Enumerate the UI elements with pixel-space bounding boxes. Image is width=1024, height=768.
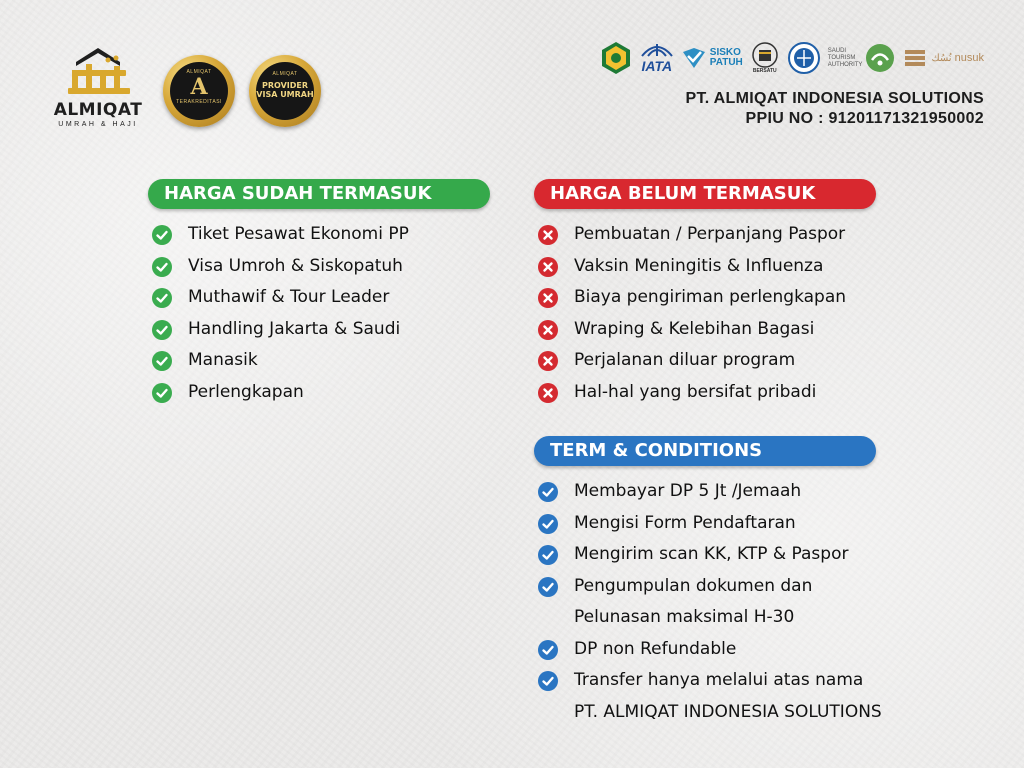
list-item-label: Tiket Pesawat Ekonomi PP (188, 224, 409, 244)
globe-icon (787, 41, 821, 75)
list-item (538, 508, 882, 540)
list-item-label: Wraping & Kelebihan Bagasi (574, 318, 815, 339)
list-item (152, 314, 409, 346)
badge-top-text: ALMIQAT (186, 69, 212, 75)
list-item-label: Pembuatan / Perpanjang Paspor (574, 224, 846, 244)
list-item-label: Perjalanan diluar program (574, 350, 796, 370)
list-item-label: Vaksin Meningitis & Influenza (574, 255, 824, 276)
list-item (152, 282, 409, 314)
x-circle-icon (538, 320, 558, 340)
list-item-label: Manasik (188, 350, 258, 370)
list-item-label: Membayar DP 5 Jt /Jemaah (574, 481, 802, 501)
iata-text: IATA (641, 58, 673, 74)
list-item-label: Mengirim scan KK, KTP & Paspor (574, 544, 849, 564)
sta-line2: TOURISM (827, 54, 856, 61)
sta-line3: AUTHORITY (827, 61, 863, 68)
x-circle-icon (538, 225, 558, 245)
nusuk-text: nusuk (954, 52, 984, 64)
x-circle-icon (538, 257, 558, 277)
excluded-list (538, 219, 846, 408)
list-item (538, 314, 846, 346)
almiqat-logo-icon (58, 46, 138, 98)
list-item (538, 282, 846, 314)
x-circle-icon (538, 351, 558, 371)
list-item-continuation (538, 697, 882, 729)
company-info (686, 89, 985, 129)
brand-name: ALMIQAT (53, 100, 143, 120)
list-item (538, 219, 846, 251)
badge-letter: A (190, 74, 208, 100)
check-circle-icon (152, 320, 172, 340)
badge-provider-line1: PROVIDER (261, 81, 309, 90)
x-circle-icon (538, 288, 558, 308)
brand-tagline: UMRAH & HAJI (58, 121, 138, 128)
list-item-label: Visa Umroh & Siskopatuh (188, 255, 403, 276)
check-circle-icon (538, 545, 558, 565)
globe-lines-icon (640, 42, 674, 58)
nusuk-arabic: نُسُك (931, 53, 952, 64)
excluded-header: HARGA BELUM TERMASUK (534, 179, 876, 209)
bersatu-logo (750, 42, 780, 74)
check-circle-icon (152, 257, 172, 277)
siskopatuh-logo (681, 46, 743, 70)
list-item (152, 251, 409, 283)
ppiu-number: PPIU NO : 91201171321950002 (745, 110, 984, 127)
iata-logo (640, 42, 674, 74)
kemenag-icon (599, 41, 633, 75)
patuh-text: PATUH (709, 57, 743, 68)
list-item (152, 377, 409, 409)
check-circle-icon (152, 383, 172, 403)
list-item-label: Muthawif & Tour Leader (188, 287, 390, 307)
list-item-continuation (538, 602, 882, 634)
badge-top-text: ALMIQAT (272, 71, 298, 77)
accreditation-badge (163, 55, 235, 127)
list-item-label: Biaya pengiriman perlengkapan (574, 287, 847, 307)
check-circle-icon (152, 225, 172, 245)
kaaba-icon (750, 42, 780, 68)
list-item (538, 377, 846, 409)
included-header: HARGA SUDAH TERMASUK (148, 179, 490, 209)
terms-header: TERM & CONDITIONS (534, 436, 876, 466)
nusuk-icon (902, 45, 928, 71)
provider-badge (249, 55, 321, 127)
list-item-label: Transfer hanya melalui atas nama (574, 670, 864, 690)
check-circle-icon (538, 640, 558, 660)
list-item (538, 571, 882, 603)
sta-line1: SAUDI (827, 47, 847, 54)
list-item (152, 345, 409, 377)
sisko-text: SISKO (709, 47, 741, 58)
company-name: PT. ALMIQAT INDONESIA SOLUTIONS (685, 90, 984, 107)
list-item-label: Handling Jakarta & Saudi (188, 318, 401, 339)
list-item (538, 345, 846, 377)
list-item-label: Pengumpulan dokumen dan (574, 575, 813, 596)
check-circle-icon (538, 577, 558, 597)
brand-logo (46, 46, 150, 128)
partner-logos (599, 38, 984, 78)
list-item (152, 219, 409, 251)
list-item-label: Pelunasan maksimal H-30 (574, 607, 795, 627)
list-item-label: PT. ALMIQAT INDONESIA SOLUTIONS (574, 701, 882, 722)
check-circle-icon (152, 351, 172, 371)
list-item (538, 476, 882, 508)
bersatu-text: BERSATU (752, 68, 777, 74)
check-circle-icon (538, 482, 558, 502)
included-list (152, 219, 409, 408)
check-circle-icon (152, 288, 172, 308)
check-circle-icon (538, 514, 558, 534)
nusuk-logo (902, 45, 984, 71)
list-item-label: Mengisi Form Pendaftaran (574, 512, 796, 533)
badge-bottom-text: TERAKREDITASI (176, 99, 222, 105)
badge-provider-line2: VISA UMRAH (256, 90, 314, 99)
list-item (538, 634, 882, 666)
saudi-tourism-icon (865, 43, 895, 73)
shield-check-icon (681, 46, 707, 70)
list-item (538, 665, 882, 697)
list-item (538, 539, 882, 571)
list-item (538, 251, 846, 283)
list-item-label: Perlengkapan (188, 381, 304, 402)
check-circle-icon (538, 671, 558, 691)
saudi-tourism-logo (828, 43, 896, 73)
x-circle-icon (538, 383, 558, 403)
list-item-label: DP non Refundable (574, 638, 737, 659)
terms-list (538, 476, 882, 728)
list-item-label: Hal-hal yang bersifat pribadi (574, 381, 817, 402)
